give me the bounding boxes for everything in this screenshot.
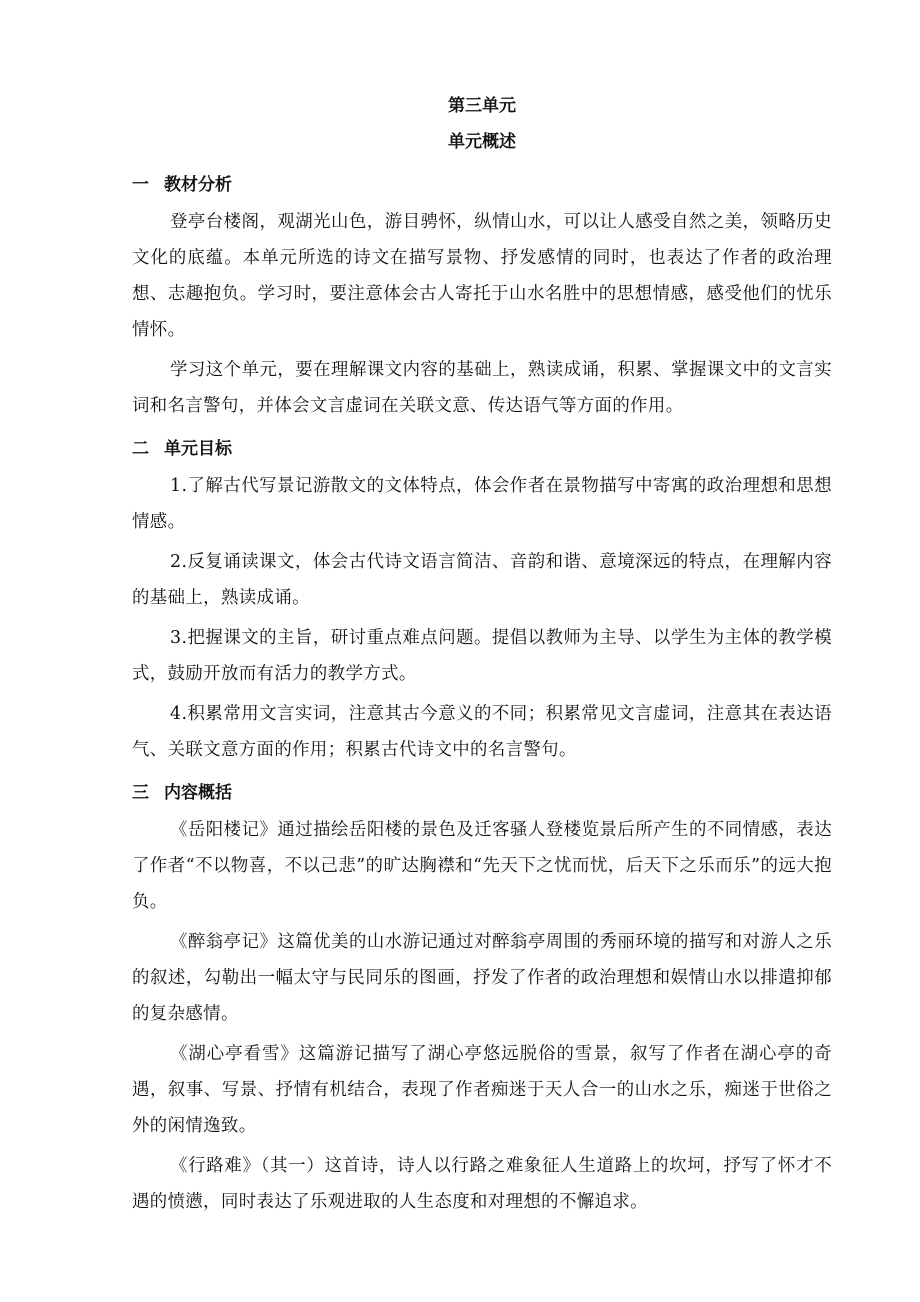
summary-huxin-pavilion: 《湖心亭看雪》这篇游记描写了湖心亭悠远脱俗的雪景，叙写了作者在湖心亭的奇遇，叙事、写景、抒情有机结合，表现了作者痴迷于天人合一的山水之乐，痴迷于世俗之外的闲情逸致。 (132, 1044, 832, 1136)
unit-title: 第三单元 (448, 96, 516, 116)
paragraph: 登亭台楼阁，观湖光山色，游目骋怀，纵情山水，可以让人感受自然之美，领略历史文化的底蕴。本单元所选的诗文在描写景物、抒发感情的同时，也表达了作者的政治理想、志趣抱负。学习时，要注意体会古人寄托于山水名胜中的思想情感，感受他们的忧乐情怀。 (132, 212, 832, 340)
goal-item: 4.积累常用文言实词，注意其古今意义的不同；积累常见文言虚词，注意其在表达语气、关联文意方面的作用；积累古代诗文中的名言警句。 (132, 704, 832, 760)
summary-yueyang-tower: 《岳阳楼记》通过描绘岳阳楼的景色及迁客骚人登楼览景后所产生的不同情感，表达了作者“不以物喜，不以己悲”的旷达胸襟和“先天下之忧而忧，后天下之乐而乐”的远大抱负。 (132, 820, 832, 912)
summary-xinglunan: 《行路难》（其一）这首诗，诗人以行路之难象征人生道路上的坎坷，抒写了怀才不遇的愤懑，同时表达了乐观进取的人生态度和对理想的不懈追求。 (132, 1156, 832, 1212)
section-number: 三 (132, 783, 149, 803)
goal-item: 2.反复诵读课文，体会古代诗文语言简洁、音韵和谐、意境深远的特点，在理解内容的基础上，熟读成诵。 (132, 552, 832, 608)
section-number: 二 (132, 439, 149, 459)
section-heading (132, 436, 832, 462)
section-textbook-analysis (132, 172, 832, 424)
paragraph: 学习这个单元，要在理解课文内容的基础上，熟读成诵，积累、掌握课文中的文言实词和名言警句，并体会文言虚词在关联文意、传达语气等方面的作用。 (132, 360, 832, 416)
goal-item: 3.把握课文的主旨，研讨重点难点问题。提倡以教师为主导、以学生为主体的教学模式，鼓励开放而有活力的教学方式。 (132, 628, 832, 684)
section-heading (132, 780, 832, 806)
summary-zuiweng-pavilion: 《醉翁亭记》这篇优美的山水游记通过对醉翁亭周围的秀丽环境的描写和对游人之乐的叙述，勾勒出一幅太守与民同乐的图画，抒发了作者的政治理想和娱情山水以排遣抑郁的复杂感情。 (132, 932, 832, 1024)
goal-item: 1.了解古代写景记游散文的文体特点，体会作者在景物描写中寄寓的政治理想和思想情感。 (132, 476, 832, 532)
section-heading (132, 172, 832, 198)
section-title: 内容概括 (164, 783, 232, 803)
section-title: 单元目标 (164, 439, 232, 459)
section-content-summary (132, 780, 832, 1220)
section-number: 一 (132, 175, 149, 195)
unit-subtitle: 单元概述 (448, 132, 516, 152)
section-unit-goals (132, 436, 832, 768)
document-page (132, 88, 832, 1224)
section-title: 教材分析 (164, 175, 232, 195)
